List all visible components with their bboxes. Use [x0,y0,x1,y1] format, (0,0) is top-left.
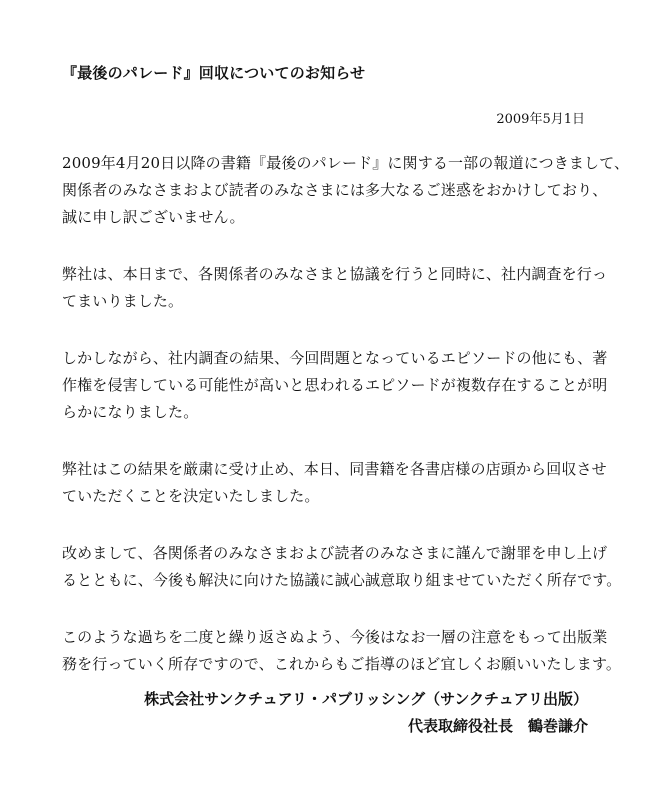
paragraph-line: 誠に申し訳ございません。 [62,208,245,226]
signature-block [144,686,588,740]
paragraph-line: ていただくことを決定いたしました。 [62,487,320,505]
paragraph-line: らかになりました。 [62,403,199,421]
paragraph-6 [62,624,622,678]
paragraph-line: しかしながら、社内調査の結果、今回問題となっているエピソードの他にも、著 [62,349,608,367]
paragraph-line: このような過ちを二度と繰り返さぬよう、今後はなお一層の注意をもって出版業 [62,628,608,646]
paragraph-line: 務を行っていく所存ですので、これからもご指導のほど宜しくお願いいたします。 [62,655,622,673]
document-body [62,150,630,708]
paragraph-line: るとともに、今後も解決に向けた協議に誠心誠意取り組ませていただく所存です。 [62,571,622,589]
paragraph-line: 作権を侵害している可能性が高いと思われるエピソードが複数存在することが明 [62,376,608,394]
company-name: 株式会社サンクチュアリ・パブリッシング（サンクチュアリ出版） [144,690,588,708]
document-title: 『最後のパレード』回収についてのお知らせ [62,64,366,82]
paragraph-4 [62,456,607,510]
paragraph-line: 改めまして、各関係者のみなさまおよび読者のみなさまに謹んで謝罪を申し上げ [62,544,608,562]
paragraph-line: 関係者のみなさまおよび読者のみなさまには多大なるご迷惑をおかけしており、 [62,181,608,199]
paragraph-line: 弊社はこの結果を厳粛に受け止め、本日、同書籍を各書店様の店頭から回収させ [62,460,607,478]
paragraph-3 [62,345,608,426]
paragraph-line: てまいりました。 [62,292,184,310]
paragraph-line: 2009年4月20日以降の書籍『最後のパレード』に関する一部の報道につきまして、 [62,154,630,172]
paragraph-1 [62,150,630,231]
paragraph-5 [62,540,622,594]
representative-name: 代表取締役社長 鶴巻謙介 [407,717,588,735]
paragraph-line: 弊社は、本日まで、各関係者のみなさまと協議を行うと同時に、社内調査を行っ [62,265,608,283]
document-date: 2009年5月1日 [496,112,585,127]
paragraph-2 [62,261,608,315]
